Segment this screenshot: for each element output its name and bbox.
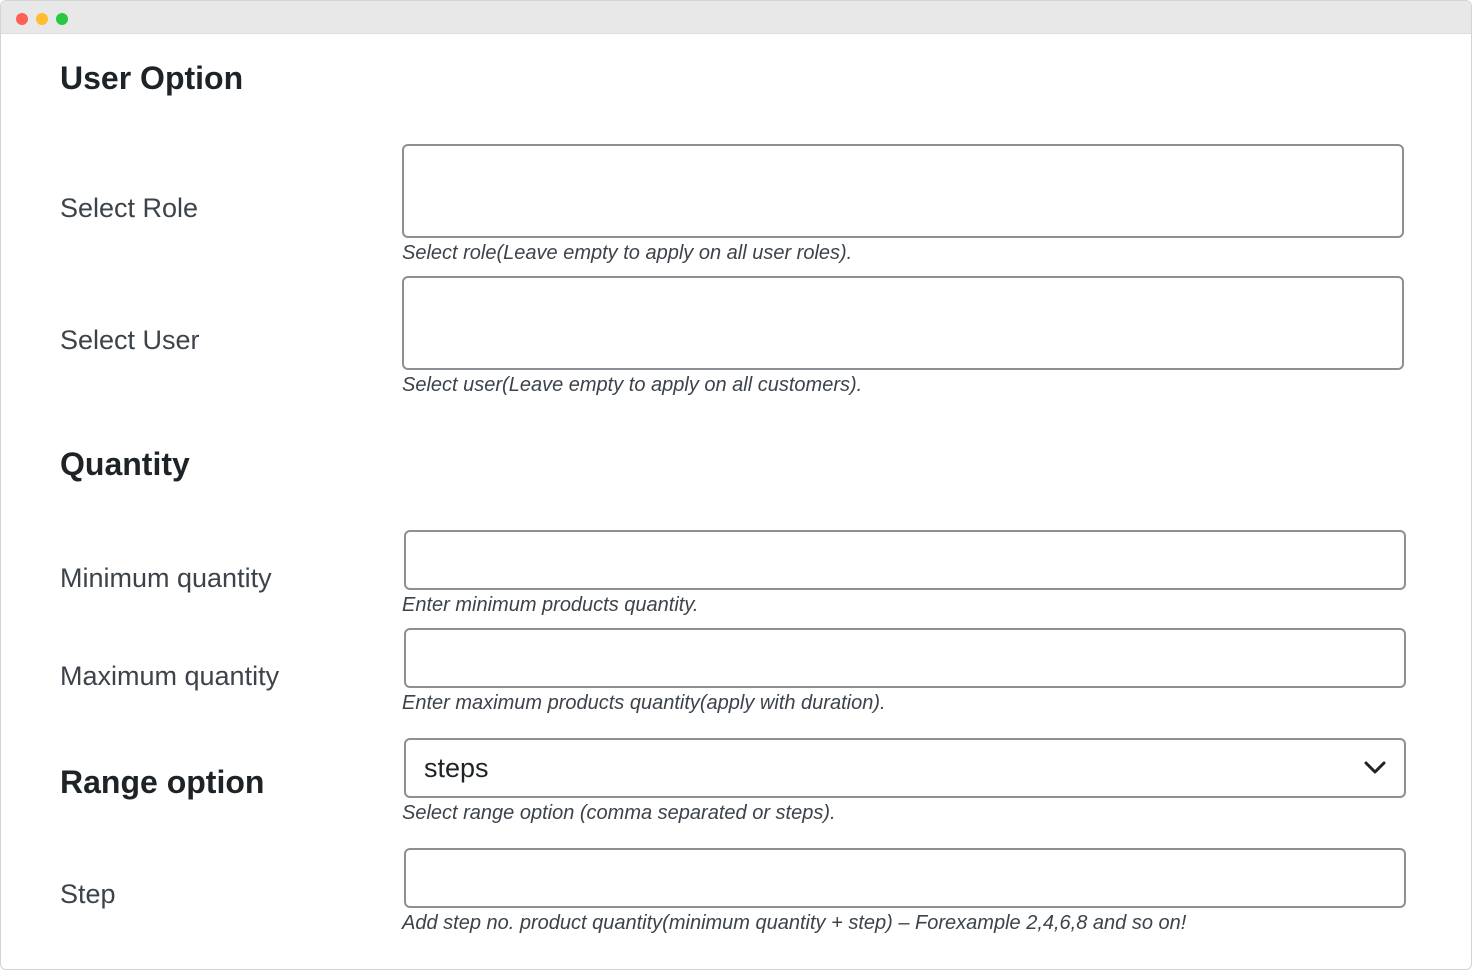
maximum-quantity-field[interactable] (404, 628, 1406, 688)
zoom-window-button[interactable] (56, 13, 68, 25)
select-user-input[interactable] (404, 278, 1402, 368)
select-user-label: Select User (60, 325, 200, 355)
maximum-quantity-input[interactable] (406, 630, 1404, 686)
minimum-quantity-field[interactable] (404, 530, 1406, 590)
minimum-quantity-input[interactable] (406, 532, 1404, 588)
minimum-quantity-description: Enter minimum products quantity. (402, 594, 699, 616)
minimize-window-button[interactable] (36, 13, 48, 25)
range-option-label: Range option (60, 764, 265, 800)
section-heading-user-option: User Option (60, 60, 244, 96)
select-role-input[interactable] (404, 146, 1402, 236)
select-role-field[interactable] (402, 144, 1404, 238)
select-user-field[interactable] (402, 276, 1404, 370)
range-option-selected-value: steps (424, 752, 489, 783)
close-window-button[interactable] (16, 13, 28, 25)
select-role-description: Select role(Leave empty to apply on all user roles). (402, 242, 853, 264)
select-role-label: Select Role (60, 193, 199, 223)
chevron-down-icon (1364, 761, 1386, 775)
step-label: Step (60, 879, 116, 909)
maximum-quantity-description: Enter maximum products quantity(apply with duration). (402, 692, 886, 714)
step-field[interactable] (404, 848, 1406, 908)
range-option-description: Select range option (comma separated or steps). (402, 802, 836, 824)
title-bar (1, 1, 1471, 34)
section-heading-quantity: Quantity (60, 446, 190, 482)
minimum-quantity-label: Minimum quantity (60, 563, 272, 593)
maximum-quantity-label: Maximum quantity (60, 661, 280, 691)
step-input[interactable] (406, 850, 1404, 906)
step-description: Add step no. product quantity(minimum quantity + step) – Forexample 2,4,6,8 and so on! (402, 912, 1187, 934)
range-option-select[interactable] (404, 738, 1406, 798)
select-user-description: Select user(Leave empty to apply on all customers). (402, 374, 863, 396)
